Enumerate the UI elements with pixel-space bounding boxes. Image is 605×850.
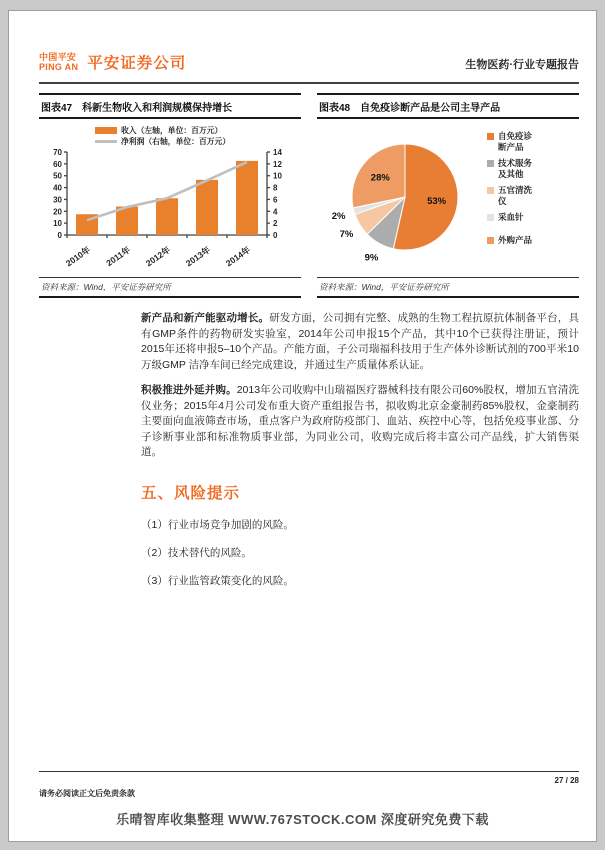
pie-chart [317,123,485,275]
figure-48-label: 图表48 [319,103,351,114]
footer-divider [39,771,579,772]
risk-item: （2）技术替代的风险。 [141,546,252,559]
svg-text:12: 12 [273,159,282,169]
pie-legend-swatch [487,214,494,221]
pie-legend-item [487,158,538,180]
disclaimer-text: 请务必阅读正文后免责条款 [39,789,135,798]
pie-legend-label: 外购产品 [498,235,533,246]
pie-legend-item [487,212,538,223]
legend-item [95,136,301,147]
svg-text:10: 10 [53,219,62,229]
page-number: 27 / 28 [554,776,579,785]
pie-legend-item [487,235,538,246]
paragraph-1-lead: 新产品和新产能驱动增长。 [141,312,270,324]
svg-text:28%: 28% [370,172,390,184]
paragraph-1-rest: 研发方面，公司拥有完整、成熟的生物工程抗原抗体制备平台，具有GMP条件的药物研发实验室，2014年公司申报15个产品，其中10个已获得注册证，预计2015年还将申报5–10个产品。产能方面，子公司瑞福科技用于生产体外诊断试剂的700平米10万级GMP 洁净车间已经完成建设，并通过生产质量体系认证。 [141,312,579,371]
svg-text:30: 30 [53,195,62,205]
company-name: 平安证券公司 [87,55,187,72]
line-legend-swatch [95,140,117,143]
figure-47-title [39,93,301,119]
logo-line-cn: 中国平安 [39,51,77,62]
pie-legend-swatch [487,237,494,244]
svg-text:2013年: 2013年 [183,244,213,269]
risk-item: （3）行业监管政策变化的风险。 [141,574,294,587]
svg-text:2011年: 2011年 [104,244,133,269]
pingan-logo [39,52,78,73]
figure-48-title [317,93,579,119]
pie-legend-swatch [487,187,494,194]
svg-text:50: 50 [53,171,62,181]
svg-text:7%: 7% [339,228,354,240]
legend-label: 收入（左轴，单位：百万元） [121,126,223,135]
svg-text:20: 20 [53,207,62,217]
svg-text:2010年: 2010年 [63,244,93,269]
svg-text:8: 8 [273,183,278,193]
risk-item: （1）行业市场竞争加剧的风险。 [141,518,294,531]
svg-text:2014年: 2014年 [223,244,253,269]
svg-text:9%: 9% [364,252,379,264]
pie-chart-legend [485,123,538,275]
report-page [8,10,597,842]
figure-48-chart-area [317,119,579,275]
pie-legend-label: 技术服务及其他 [498,158,533,180]
figure-47-title-text: 科新生物收入和利润规模保持增长 [82,103,233,114]
legend-label: 净利润（右轴，单位：百万元） [121,137,231,146]
svg-text:60: 60 [53,159,62,169]
svg-text:40: 40 [53,183,62,193]
figure-48-title-text: 自免疫诊断产品是公司主导产品 [360,103,501,114]
combo-chart-legend [39,123,301,147]
figure-48-source: 资料来源：Wind，平安证券研究所 [317,277,579,298]
figure-47-source: 资料来源：Wind，平安证券研究所 [39,277,301,298]
pie-legend-label: 五官清洗仪 [498,185,533,207]
svg-text:2012年: 2012年 [143,244,173,269]
header-divider [39,82,579,84]
pie-legend-item [487,185,538,207]
figure-47 [39,93,301,298]
paragraph-2-lead: 积极推进外延并购。 [141,384,237,397]
svg-text:70: 70 [53,148,62,157]
pingan-brand [39,51,186,73]
svg-text:53%: 53% [427,196,447,208]
page-footer [39,771,579,799]
pie-legend-item [487,131,538,153]
pie-legend-label: 采血针 [498,212,524,223]
pie-legend-swatch [487,160,494,167]
watermark-text: 乐晴智库收集整理 WWW.767STOCK.COM 深度研究免费下载 [116,812,489,827]
svg-text:2: 2 [273,219,278,229]
page-header [39,51,579,73]
svg-text:14: 14 [273,148,282,157]
report-type-label: 生物医药·行业专题报告 [465,59,579,71]
svg-text:6: 6 [273,195,278,205]
pie-legend-label: 自免疫诊断产品 [498,131,533,153]
figure-47-chart-area [39,119,301,275]
paragraph-2 [141,383,579,461]
paragraph-2-rest: 2013年公司收购中山瑞福医疗器械科技有限公司60%股权，增加五官清洗仪业务；2015年4月公司发布重大资产重组报告书，拟收购北京金豪制药85%股权，金豪制药主要面向血液筛查市场，重点客户为政府防疫部门、血站、疾控中心等，包括免疫事业部、分子诊断事业部和标准物质事业部，为同业公司，收购完成后将丰富公司产品线，扩大销售渠道。 [141,384,580,459]
logo-line-en: PING AN [39,62,79,72]
figure-47-label: 图表47 [41,103,73,114]
svg-text:0: 0 [273,231,278,240]
svg-text:4: 4 [273,207,278,217]
svg-text:10: 10 [273,171,282,181]
section-heading-risk: 五、风险提示 [141,484,241,502]
body-text [141,311,579,461]
bar-legend-swatch [95,127,117,134]
svg-text:0: 0 [57,231,62,240]
paragraph-1 [141,311,579,373]
bar-line-chart [39,147,297,269]
pie-legend-swatch [487,133,494,140]
svg-text:2%: 2% [331,210,346,222]
legend-item [95,125,301,136]
figure-48 [317,93,579,298]
risk-item-list [141,517,579,588]
